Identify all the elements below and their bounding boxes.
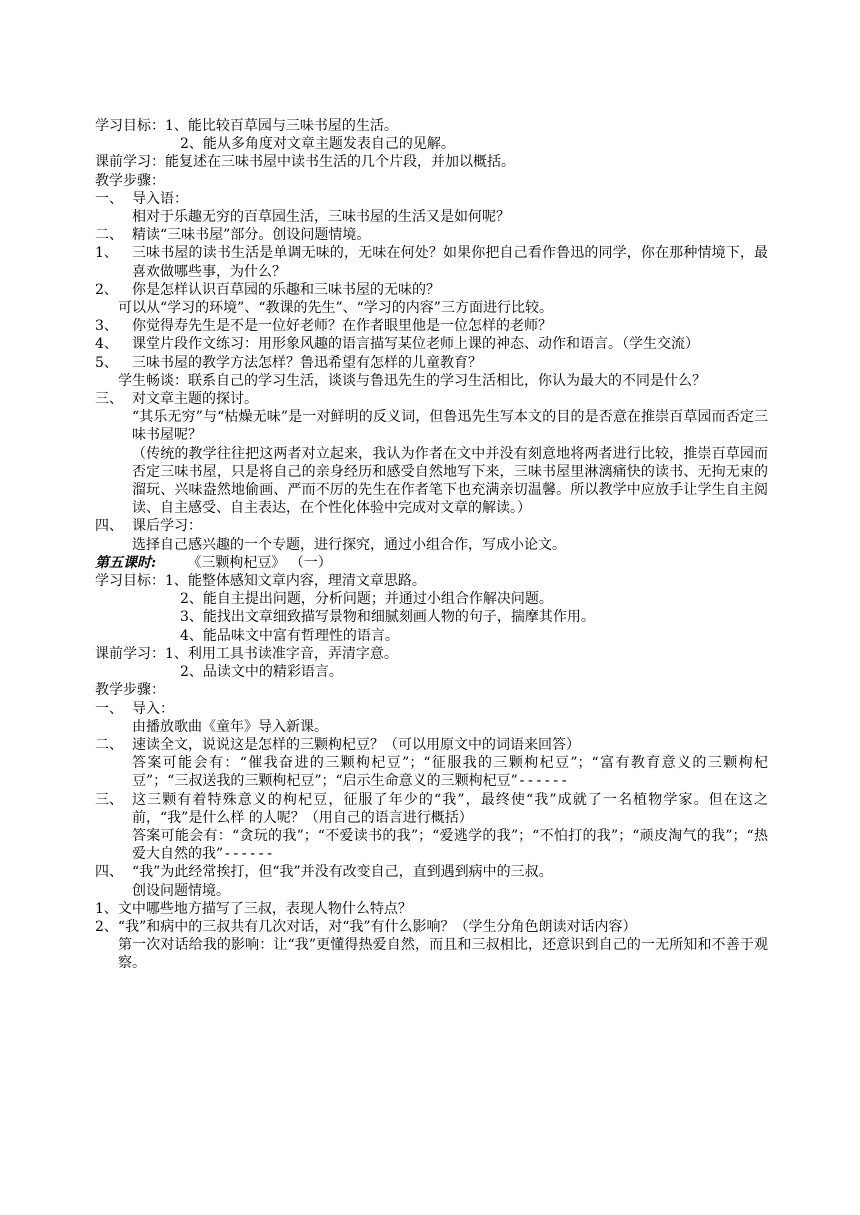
learning-goals-line: 2、能从多角度对文章主题发表自己的见解。: [180, 136, 455, 153]
question-item: [95, 354, 768, 372]
step-item: [95, 517, 768, 535]
question-item: [95, 244, 768, 280]
step-item: [95, 390, 768, 408]
paragraph: 由播放歌曲《童年》导入新课。: [132, 718, 328, 735]
step-item: [95, 791, 768, 827]
dash-tail: ------: [517, 773, 569, 790]
learning-goals-line: 学习目标：1、能整体感知文章内容，理清文章思路。: [95, 573, 426, 590]
step-item: [95, 190, 768, 208]
step-number: 三、: [95, 391, 123, 408]
step-text: 对文章主题的探讨。: [132, 391, 258, 408]
paragraph: [95, 827, 768, 863]
lesson-title-line: [95, 554, 768, 572]
step-number: 一、: [95, 700, 123, 717]
step-number: 四、: [95, 864, 123, 881]
teaching-steps-heading: 教学步骤：: [95, 172, 165, 189]
paragraph: [95, 754, 768, 790]
question-item: [95, 335, 768, 353]
question-number: 5、: [95, 354, 118, 371]
answer-text: 答案可能会有：“贪玩的我”；“不爱读书的我”；“爱逃学的我”；“不怕打的我”；“顽皮淘气的我”；“热爱大自然的我”: [132, 827, 768, 863]
question-item: [95, 281, 768, 299]
question-line: 1、文中哪些地方描写了三叔，表现人物什么特点？: [95, 900, 412, 917]
question-item: [95, 317, 768, 335]
paragraph: “其乐无穷”与“枯燥无味”是一对鲜明的反义词，但鲁迅先生写本文的目的是否意在推崇百草园而否定三味书屋呢？: [132, 409, 768, 444]
learning-goals-line: 2、能自主提出问题，分析问题；并通过小组合作解决问题。: [180, 591, 553, 608]
step-number: 二、: [95, 736, 123, 753]
question-text: 三味书屋的读书生活是单调无味的，无味在何处？如果你把自己看作鲁迅的同学，你在那种情境下，最喜欢做哪些事，为什么？: [132, 245, 768, 280]
step-text: 精读“三味书屋”部分。创设问题情境。: [132, 227, 371, 244]
paragraph: 选择自己感兴趣的一个专题，进行探究，通过小组合作，写成小论文。: [132, 536, 566, 553]
step-number: 四、: [95, 518, 123, 535]
learning-goals-line: 学习目标：1、能比较百草园与三味书屋的生活。: [95, 118, 398, 134]
learning-goals-line: 4、能品味文中富有哲理性的语言。: [180, 627, 399, 644]
pre-class-line: 课前学习：能复述在三味书屋中读书生活的几个片段，并加以概括。: [95, 154, 515, 171]
step-item: [95, 863, 768, 881]
paragraph: 可以从“学习的环境”、“教课的先生”、“学习的内容”三方面进行比较。: [118, 300, 553, 317]
question-line: 2、“我”和病中的三叔共有几次对话，对“我”有什么影响？（学生分角色朗读对话内容）: [95, 918, 637, 935]
step-text: 速读全文，说说这是怎样的三颗枸杞豆？（可以用原文中的词语来回答）: [132, 736, 580, 753]
question-number: 2、: [95, 281, 118, 298]
teaching-steps-heading: 教学步骤：: [95, 682, 165, 699]
pre-class-line: 课前学习：1、利用工具书读准字音，弄清字意。: [95, 645, 398, 662]
step-text: “我”为此经常挨打，但“我”并没有改变自己，直到遇到病中的三叔。: [132, 864, 553, 881]
step-text: 导入：: [132, 700, 174, 717]
paragraph: （传统的教学往往把这两者对立起来，我认为作者在文中并没有刻意地将两者进行比较，推崇百草园而否定三味书屋，只是将自己的亲身经历和感受自然地写下来，三味书屋里淋漓痛快的读书、无拘无束的溜玩、兴味盎然地偷画、严而不厉的先生在作者笔下也充满亲切温馨。所以教学中应放手让学生自主阅读、自主感受、自主表达，在个性化体验中完成对文章的解读。）: [132, 445, 768, 517]
paragraph: 第一次对话给我的影响：让“我”更懂得热爱自然，而且和三叔相比，还意识到自己的一无所知和不善于观察。: [118, 937, 768, 972]
step-number: 二、: [95, 227, 123, 244]
paragraph: 学生畅谈：联系自己的学习生活，谈谈与鲁迅先生的学习生活相比，你认为最大的不同是什么？: [118, 372, 706, 389]
paragraph: 创设问题情境。: [132, 882, 230, 899]
step-item: [95, 226, 768, 244]
question-text: 课堂片段作文练习：用形象风趣的语言描写某位老师上课的神态、动作和语言。（学生交流）: [132, 336, 699, 353]
paragraph: 相对于乐趣无穷的百草园生活，三味书屋的生活又是如何呢？: [132, 209, 510, 226]
step-number: 一、: [95, 190, 123, 207]
question-text: 三味书屋的教学方法怎样？鲁迅希望有怎样的儿童教育？: [132, 354, 482, 371]
learning-goals-line: 3、能找出文章细致描写景物和细腻刻画人物的句子，揣摩其作用。: [180, 609, 595, 626]
step-text: 课后学习：: [132, 518, 202, 535]
question-text: 你觉得寿先生是不是一位好老师？在作者眼里他是一位怎样的老师？: [132, 318, 552, 335]
question-number: 3、: [95, 318, 118, 335]
question-text: 你是怎样认识百草园的乐趣和三味书屋的无味的？: [132, 281, 440, 298]
step-item: [95, 736, 768, 754]
step-number: 三、: [95, 791, 123, 808]
step-item: [95, 700, 768, 718]
question-number: 1、: [95, 245, 118, 262]
pre-class-line: 2、品读文中的精彩语言。: [180, 664, 343, 681]
dash-tail: ------: [223, 846, 274, 863]
lesson-title: 《三颗枸杞豆》 （一）: [187, 554, 332, 571]
lesson-number: 第五课时:: [95, 554, 157, 571]
step-text: 这三颗有着特殊意义的枸杞豆，征服了年少的“我”，最终使“我”成就了一名植物学家。但在这之前，“我”是什么样 的人呢？（用自己的语言进行概括）: [132, 791, 768, 826]
answer-text: 答案可能会有：“催我奋进的三颗枸杞豆”；“征服我的三颗枸杞豆”；“富有教育意义的三颗枸杞豆”；“三叔送我的三颗枸杞豆”；“启示生命意义的三颗枸杞豆”: [132, 755, 768, 790]
step-text: 导入语：: [132, 190, 188, 207]
question-number: 4、: [95, 336, 118, 353]
